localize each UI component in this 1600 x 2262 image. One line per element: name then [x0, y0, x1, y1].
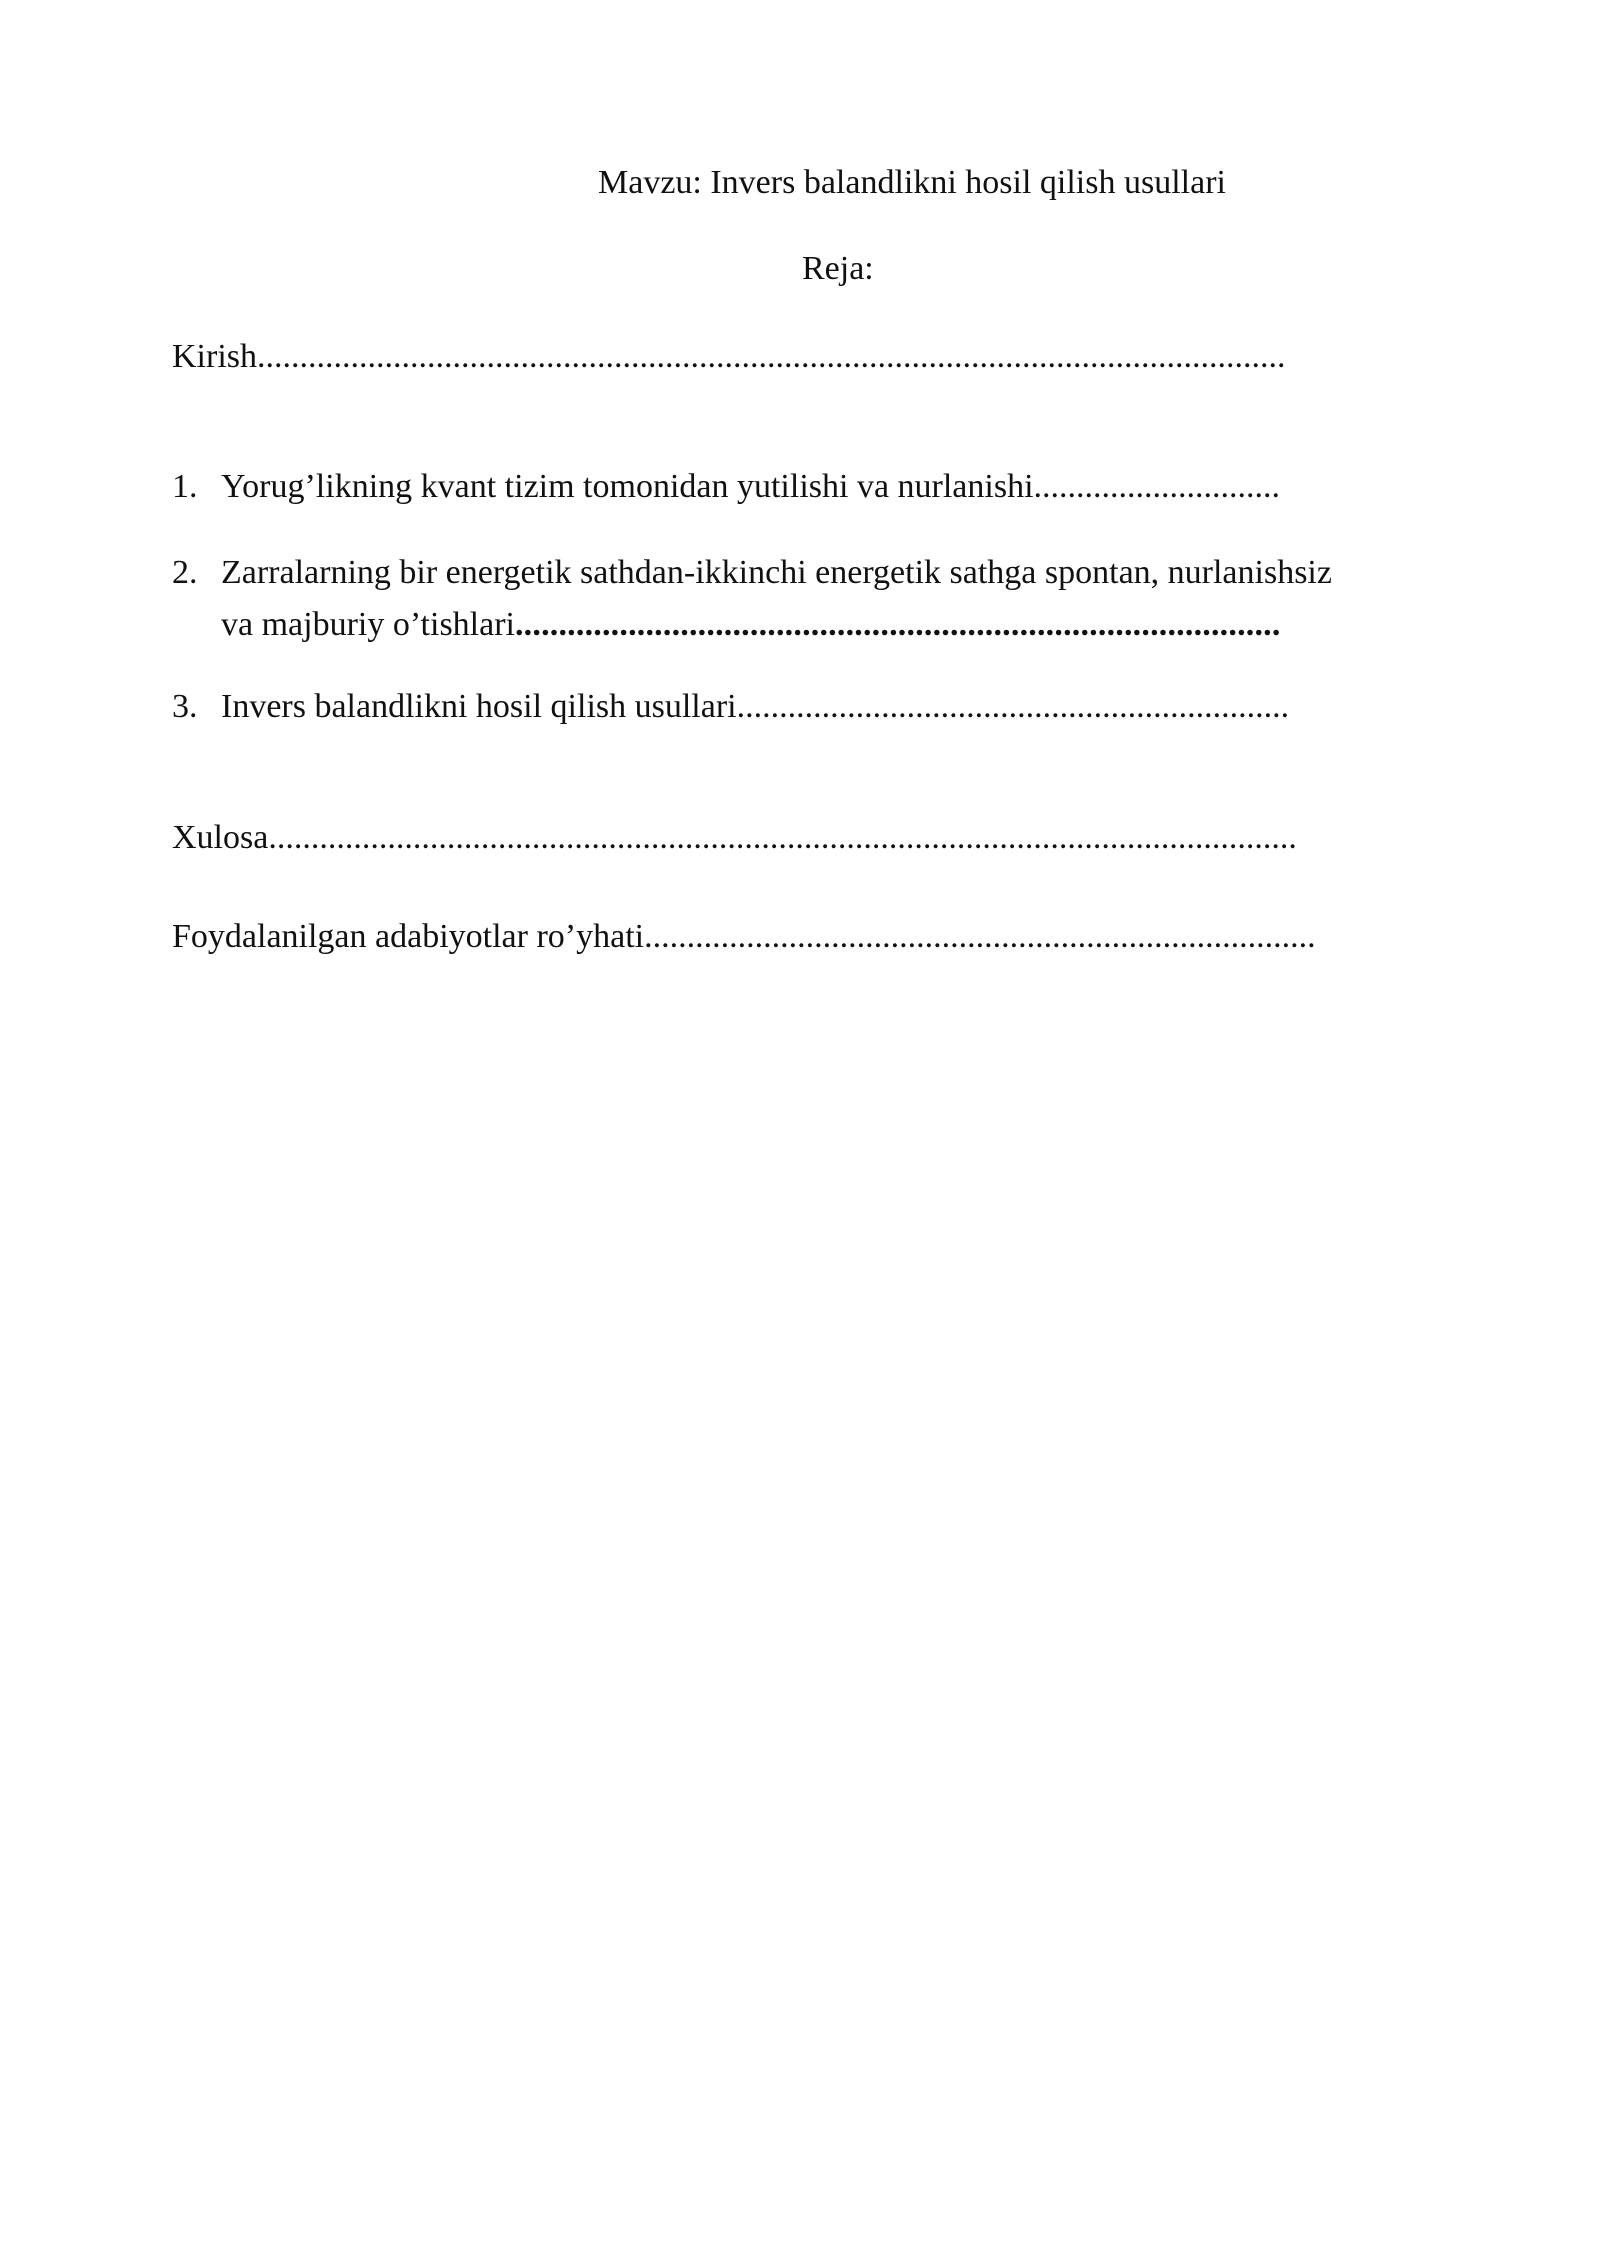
toc-item-2-text-line-2 [221, 604, 1281, 647]
toc-conclusion-leader: ......................................................................................................................... [268, 819, 1297, 856]
toc-item-1-text-line [221, 466, 1280, 509]
toc-item-2-number: 2. [172, 554, 198, 591]
toc-entry-conclusion [172, 817, 1297, 860]
toc-item-2-leader: ........................................................................................ [514, 606, 1281, 643]
plan-heading: Reja: [802, 250, 874, 287]
toc-item-1-leader: ............................. [1033, 468, 1281, 505]
toc-conclusion-label: Xulosa [172, 819, 269, 856]
toc-intro-leader: ......................................................................................................................... [257, 338, 1286, 375]
toc-item-1-text: Yorug’likning kvant tizim tomonidan yutilishi va nurlanishi [221, 468, 1034, 505]
toc-entry-references [172, 916, 1316, 959]
toc-item-2-text-line-1: Zarralarning bir energetik sathdan-ikkinchi energetik sathga spontan, nurlanishsiz [221, 554, 1332, 591]
toc-item-3-leader: ................................................................. [736, 688, 1290, 725]
toc-item-3-text: Invers balandlikni hosil qilish usullari [221, 688, 737, 725]
document-title: Mavzu: Invers balandlikni hosil qilish usullari [598, 164, 1226, 201]
toc-references-leader: ............................................................................... [644, 918, 1316, 955]
toc-entry-intro [172, 336, 1286, 379]
toc-intro-label: Kirish [172, 338, 257, 375]
toc-item-3-number: 3. [172, 688, 198, 725]
toc-item-3-text-line [221, 686, 1289, 729]
toc-references-label: Foydalanilgan adabiyotlar ro’yhati [172, 918, 645, 955]
toc-item-1-number: 1. [172, 468, 198, 505]
toc-item-2-text: va majburiy o’tishlari [221, 606, 515, 643]
